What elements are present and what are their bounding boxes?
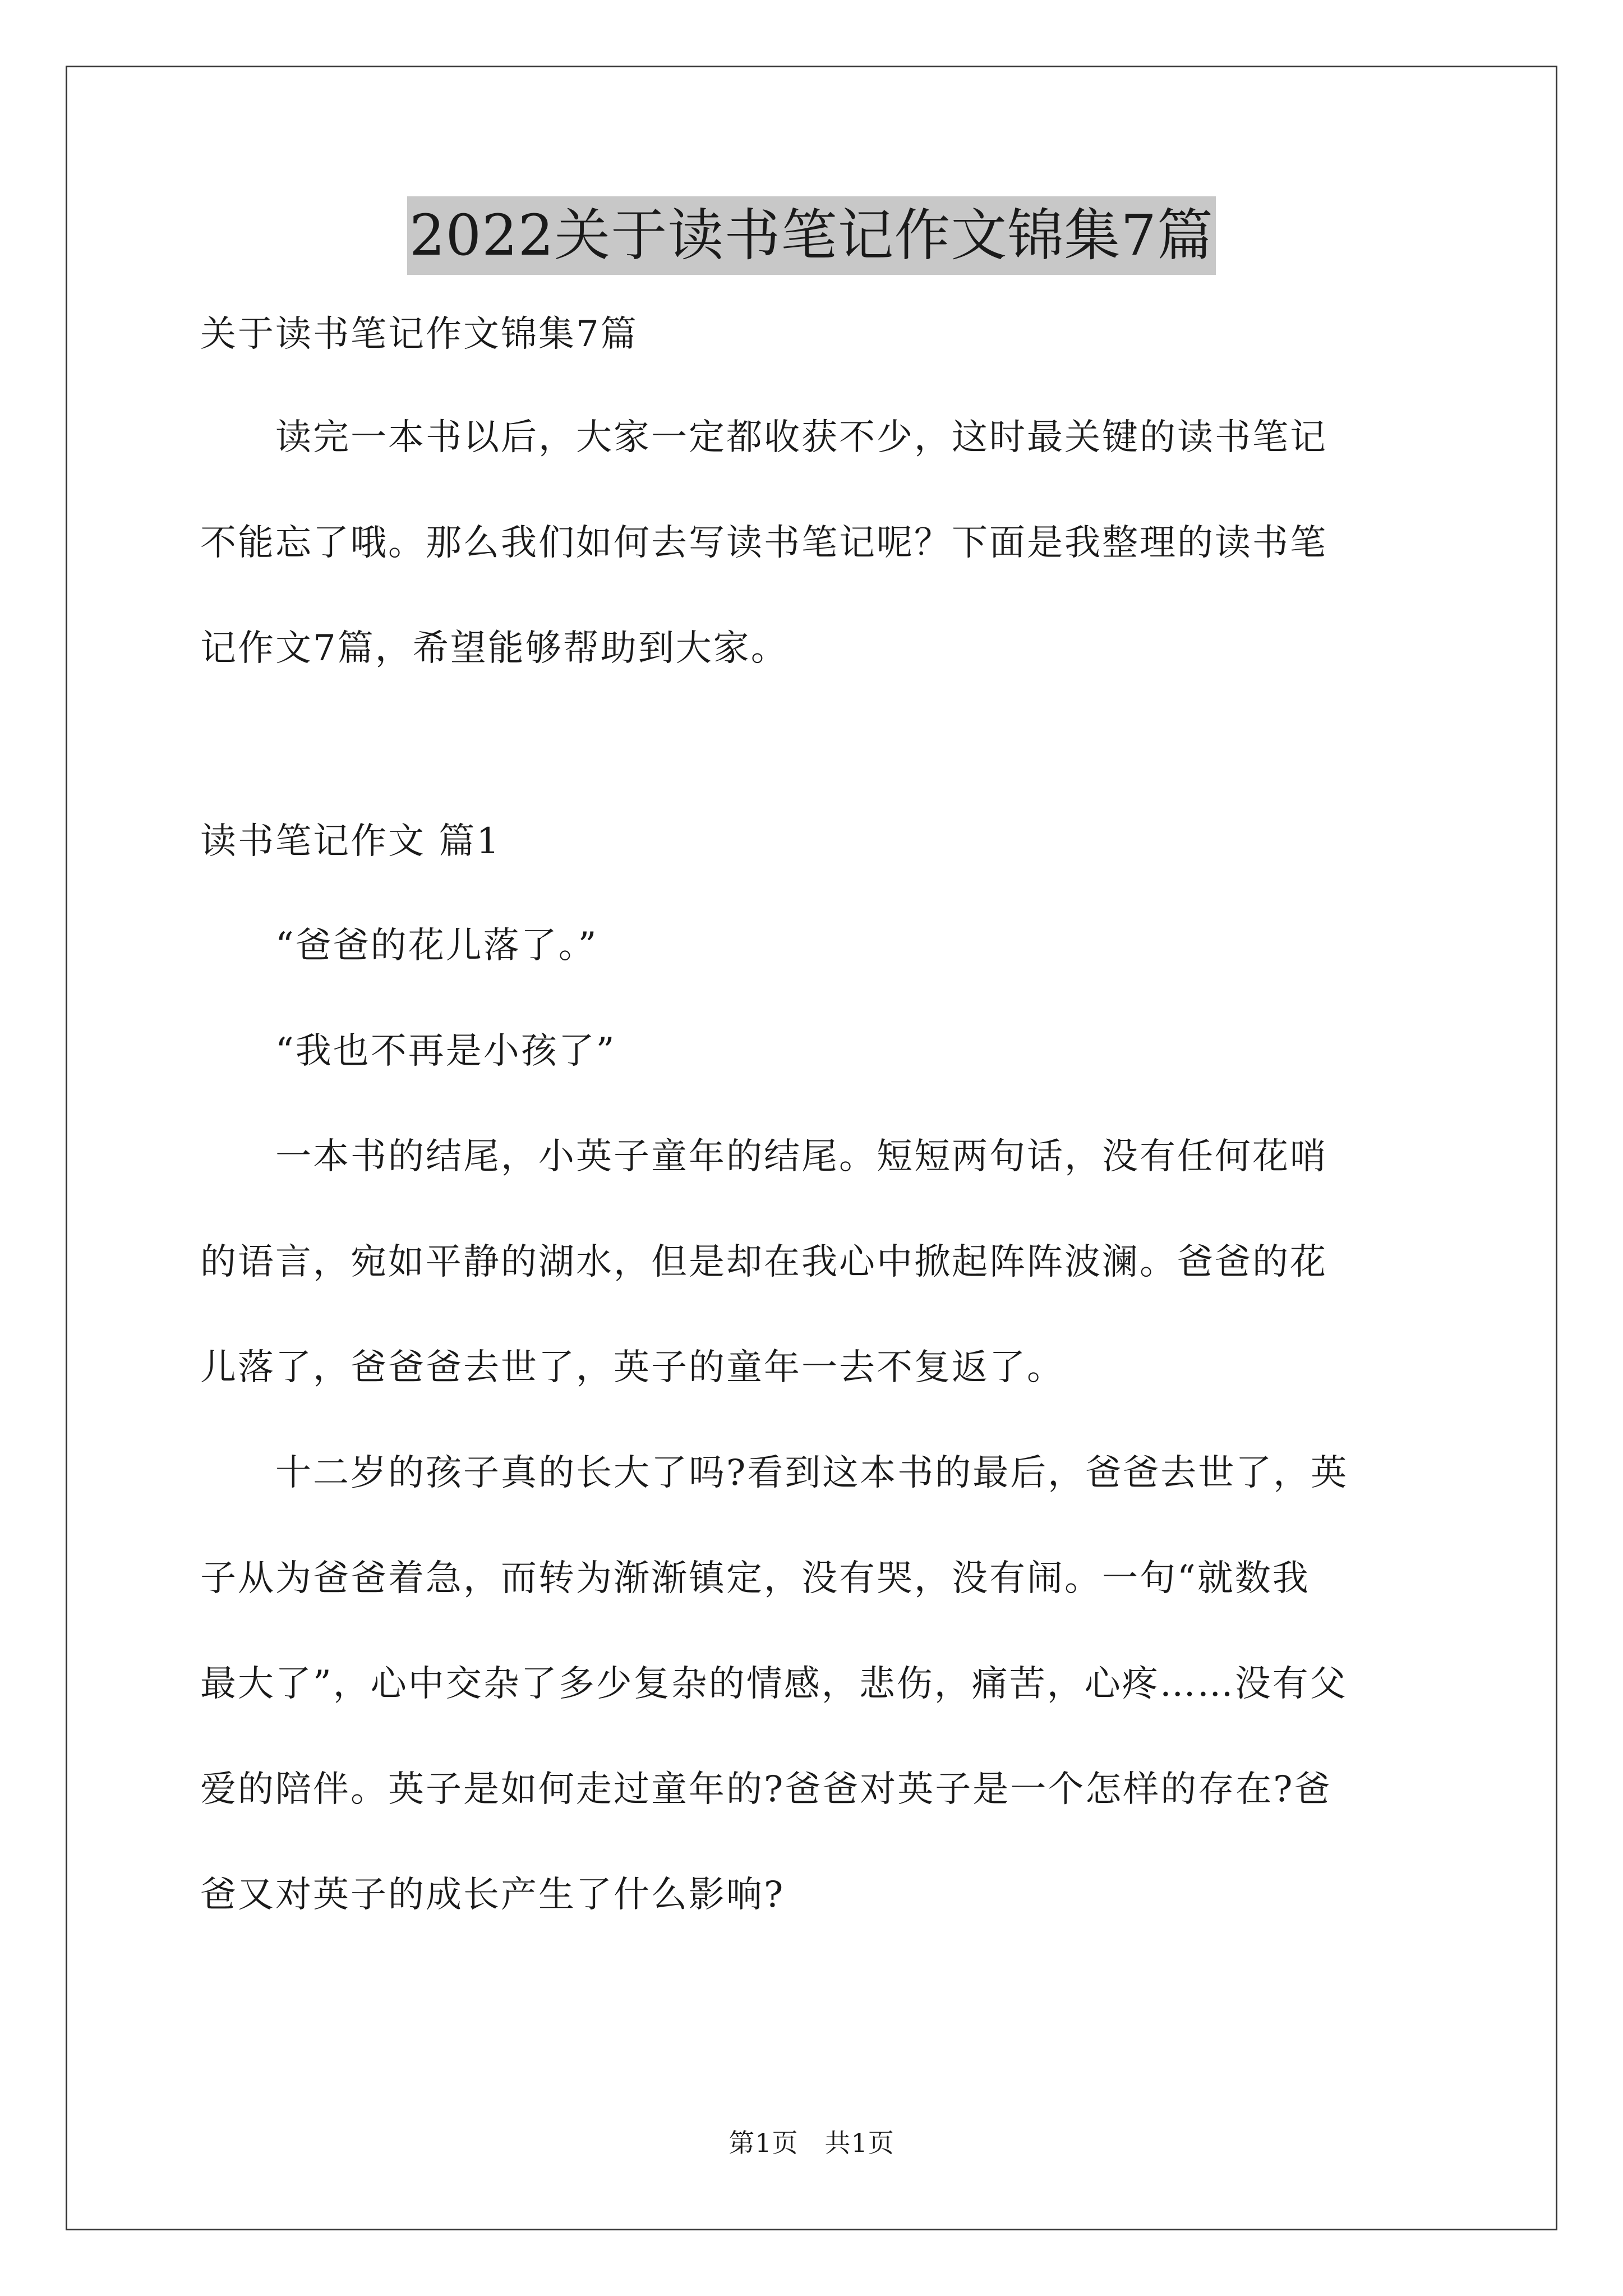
intro-line: 不能忘了哦。那么我们如何去写读书笔记呢？下面是我整理的读书笔 bbox=[200, 522, 1327, 564]
document-title: 2022关于读书笔记作文锦集7篇 bbox=[407, 196, 1216, 275]
paragraph-line: 爱的陪伴。英子是如何走过童年的?爸爸对英子是一个怎样的存在?爸 bbox=[200, 1769, 1332, 1810]
page-footer: 第1页 共1页 bbox=[728, 2128, 895, 2158]
paragraph-1 bbox=[200, 1130, 1434, 1395]
paragraph-line: 儿落了，爸爸爸去世了，英子的童年一去不复返了。 bbox=[200, 1347, 1064, 1388]
document-body bbox=[200, 307, 1434, 1922]
intro-line: 读完一本书以后，大家一定都收获不少，这时最关键的读书笔记 bbox=[200, 417, 1327, 458]
intro-paragraph bbox=[200, 411, 1434, 675]
paragraph-line: 爸又对英子的成长产生了什么影响? bbox=[200, 1874, 785, 1916]
section-heading: 读书笔记作文 篇1 bbox=[200, 821, 501, 862]
paragraph-2 bbox=[200, 1446, 1434, 1922]
document-subtitle: 关于读书笔记作文锦集7篇 bbox=[200, 314, 638, 355]
paragraph-line: 最大了”，心中交杂了多少复杂的情感，悲伤，痛苦，心疼……没有父 bbox=[200, 1663, 1348, 1705]
paragraph-line: 子从为爸爸着急，而转为渐渐镇定，没有哭，没有闹。一句“就数我 bbox=[200, 1558, 1310, 1599]
quote-line: “爸爸的花儿落了。” bbox=[200, 925, 598, 967]
paragraph-line: 一本书的结尾，小英子童年的结尾。短短两句话，没有任何花哨 bbox=[200, 1136, 1327, 1177]
paragraph-line: 的语言，宛如平静的湖水，但是却在我心中掀起阵阵波澜。爸爸的花 bbox=[200, 1241, 1327, 1283]
paragraph-line: 十二岁的孩子真的长大了吗?看到这本书的最后，爸爸去世了，英 bbox=[200, 1452, 1349, 1494]
title-container bbox=[0, 196, 1623, 275]
intro-line: 记作文7篇，希望能够帮助到大家。 bbox=[200, 628, 789, 669]
quote-line: “我也不再是小孩了” bbox=[200, 1030, 616, 1072]
